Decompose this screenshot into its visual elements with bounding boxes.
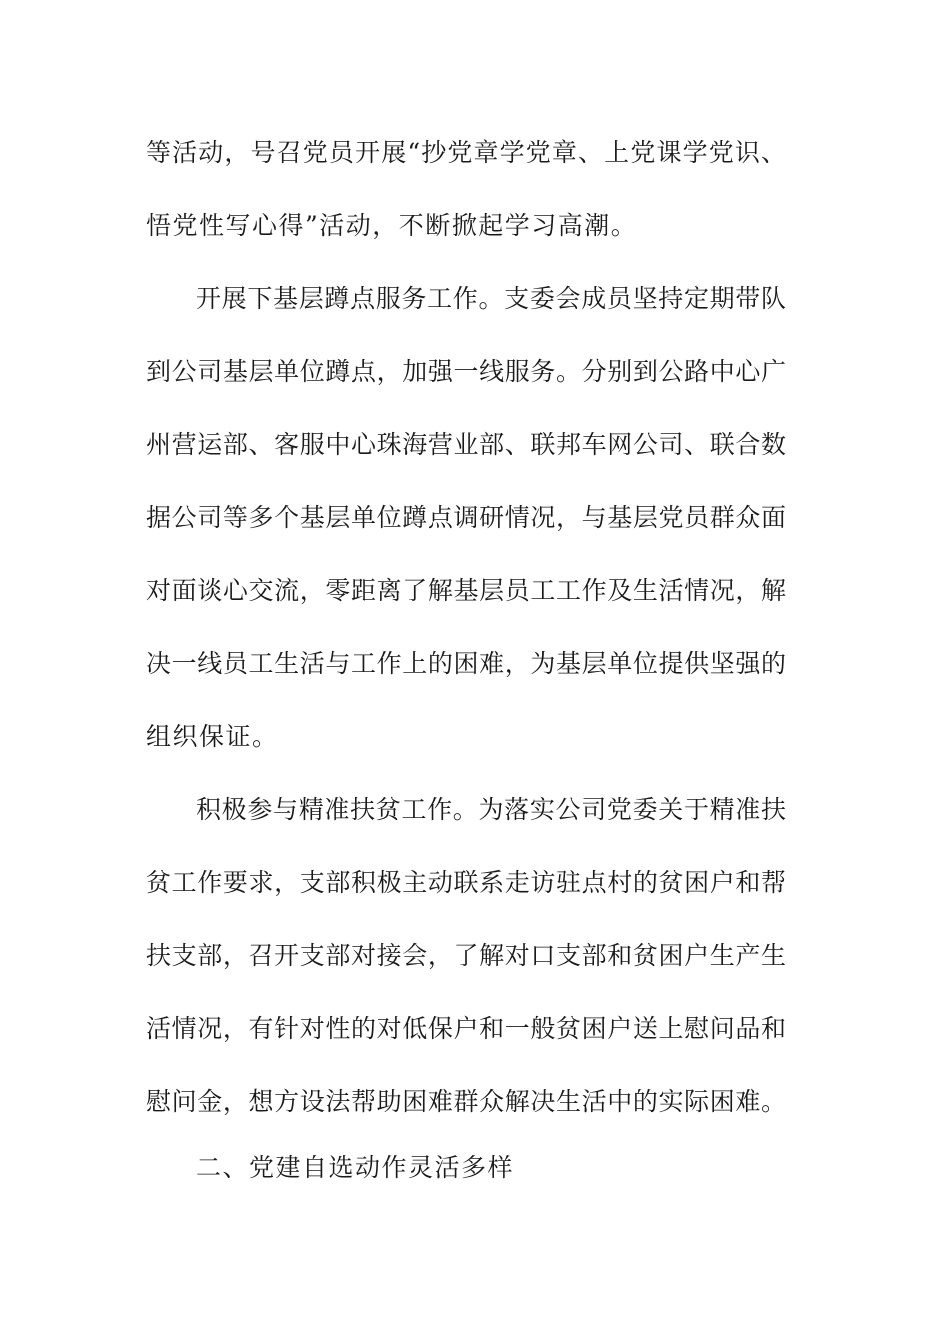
section-heading: 二、党建自选动作灵活多样 — [196, 1153, 515, 1182]
paragraph-line: 决一线员工生活与工作上的困难，为基层单位提供坚强的 — [146, 649, 786, 678]
paragraph-line: 开展下基层蹲点服务工作。支委会成员坚持定期带队 — [196, 284, 786, 313]
paragraph-line: 到公司基层单位蹲点，加强一线服务。分别到公路中心广 — [146, 357, 786, 386]
paragraph-line: 贫工作要求，支部积极主动联系走访驻点村的贫困户和帮 — [146, 868, 786, 897]
paragraph-line: 扶支部，召开支部对接会，了解对口支部和贫困户生产生 — [146, 941, 786, 970]
paragraph-line: 对面谈心交流，零距离了解基层员工工作及生活情况，解 — [146, 576, 786, 605]
paragraph-line: 活情况，有针对性的对低保户和一般贫困户送上慰问品和 — [146, 1014, 786, 1043]
paragraph-line: 等活动，号召党员开展“抄党章学党章、上党课学党识、 — [146, 138, 786, 167]
paragraph-line: 州营运部、客服中心珠海营业部、联邦车网公司、联合数 — [146, 430, 786, 459]
paragraph-line: 悟党性写心得”活动，不断掀起学习高潮。 — [146, 211, 638, 240]
paragraph-line: 据公司等多个基层单位蹲点调研情况，与基层党员群众面 — [146, 503, 786, 532]
paragraph-line: 组织保证。 — [146, 722, 279, 751]
paragraph-line: 积极参与精准扶贫工作。为落实公司党委关于精准扶 — [196, 795, 786, 824]
paragraph-line: 慰问金，想方设法帮助困难群众解决生活中的实际困难。 — [146, 1087, 786, 1116]
